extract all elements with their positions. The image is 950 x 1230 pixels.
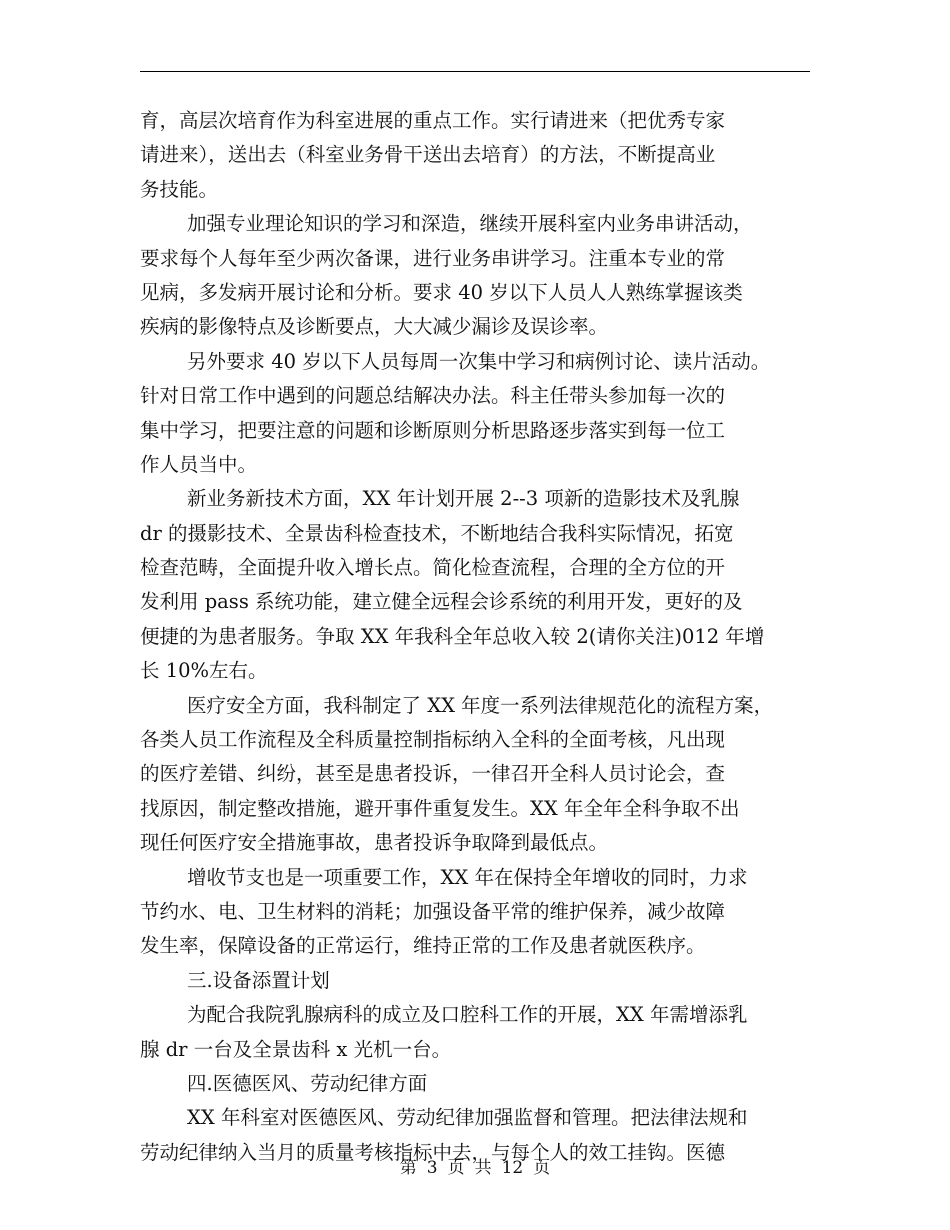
text-line: 请进来），送出去（科室业务骨干送出去培育）的方法，不断提高业 [140,143,716,167]
text-line: 针对日常工作中遇到的问题总结解决办法。科主任带头参加每一次的 [140,384,726,408]
footer-suffix: 页 [533,1158,551,1178]
text-line: 各类人员工作流程及全科质量控制指标纳入全科的全面考核，凡出现 [140,728,726,752]
text-line: 作人员当中。 [140,452,258,476]
footer-page-word: 页 [447,1158,465,1178]
text-line: 见病，多发病开展讨论和分析。要求 40 岁以下人员人人熟练掌握该类 [140,280,743,304]
text-line: 检查范畴，全面提升收入增长点。简化检查流程，合理的全方位的开 [140,556,726,580]
footer-current-page: 3 [426,1158,438,1178]
text-line: 增收节支也是一项重要工作，XX 年在保持全年增收的同时，力求 [187,865,748,889]
text-line: 为配合我院乳腺病科的成立及口腔科工作的开展，XX 年需增添乳 [187,1003,748,1027]
text-line: 现任何医疗安全措施事故，患者投诉争取降到最低点。 [140,831,609,855]
text-line: 长 10%左右。 [140,659,268,683]
text-line: 找原因，制定整改措施，避开事件重复发生。XX 年全年全科争取不出 [140,796,740,820]
text-line: 疾病的影像特点及诊断要点，大大减少漏诊及误诊率。 [140,315,609,339]
text-line: 发生率，保障设备的正常运行，维持正常的工作及患者就医秩序。 [140,934,706,958]
footer-total-pages: 12 [501,1158,524,1178]
text-line: 三.设备添置计划 [187,968,330,992]
text-line: 育，高层次培育作为科室进展的重点工作。实行请进来（把优秀专家 [140,109,726,132]
text-line: 集中学习，把要注意的问题和诊断原则分析思路逐步落实到每一位工 [140,418,726,442]
text-line: 节约水、电、卫生材料的消耗；加强设备平常的维护保养，减少故障 [140,899,726,923]
text-line: 的医疗差错、纠纷，甚至是患者投诉，一律召开全科人员讨论会，查 [140,762,726,786]
text-line: 劳动纪律纳入当月的质量考核指标中去，与每个人的效工挂钩。医德 [140,1140,726,1164]
header-rule [140,71,810,72]
text-line: 另外要求 40 岁以下人员每周一次集中学习和病例讨论、读片活动。 [187,349,771,373]
text-line: XX 年科室对医德医风、劳动纪律加强监督和管理。把法律法规和 [187,1106,748,1130]
footer-total-word: 共 [474,1158,492,1178]
page-footer [0,1153,950,1178]
footer-prefix: 第 [399,1158,417,1178]
text-line: 腺 dr 一台及全景齿科 x 光机一台。 [140,1037,452,1061]
document-body [140,104,810,1170]
text-line: dr 的摄影技术、全景齿科检查技术，不断地结合我科实际情况，拓宽 [140,521,734,545]
text-line: 加强专业理论知识的学习和深造，继续开展科室内业务串讲活动， [187,212,753,236]
text-line: 四.医德医风、劳动纪律方面 [187,1071,428,1095]
text-line: 新业务新技术方面，XX 年计划开展 2--3 项新的造影技术及乳腺 [187,487,740,511]
text-line: 医疗安全方面，我科制定了 XX 年度一系列法律规范化的流程方案， [187,693,774,717]
text-line: 发利用 pass 系统功能，建立健全远程会诊系统的利用开发，更好的及 [140,590,743,614]
text-line: 要求每个人每年至少两次备课，进行业务串讲学习。注重本专业的常 [140,246,726,270]
text-line: 务技能。 [140,177,219,201]
text-line: 便捷的为患者服务。争取 XX 年我科全年总收入较 2(请你关注)012 年增 [140,624,765,648]
